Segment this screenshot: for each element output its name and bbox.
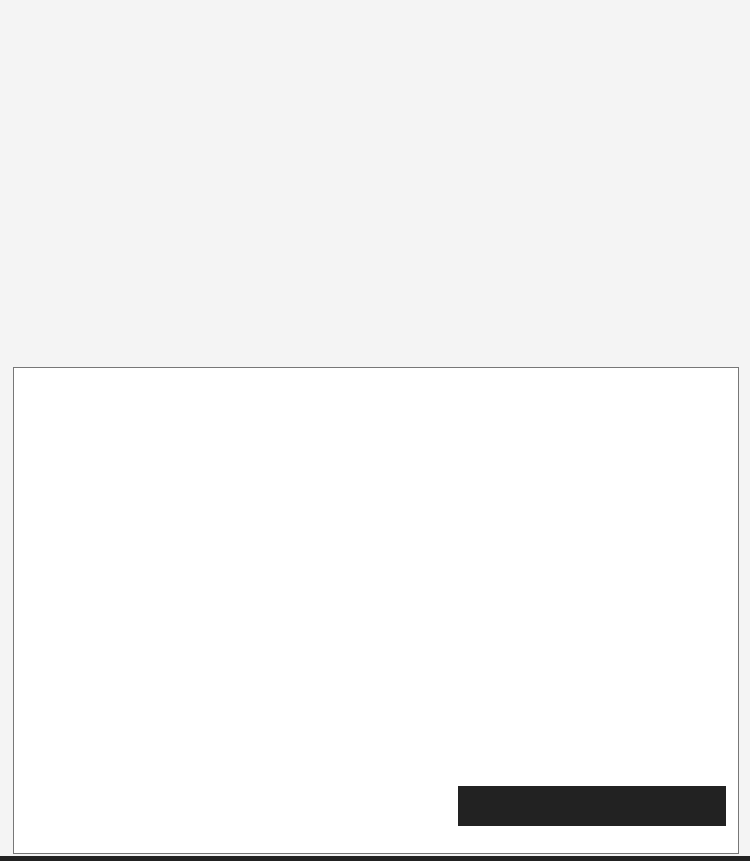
hook-size-chart-grid (0, 0, 750, 322)
bottom-bar (0, 856, 750, 861)
product-footer-banner (458, 786, 726, 826)
grid-board (13, 367, 739, 854)
grid-paper (29, 389, 723, 849)
